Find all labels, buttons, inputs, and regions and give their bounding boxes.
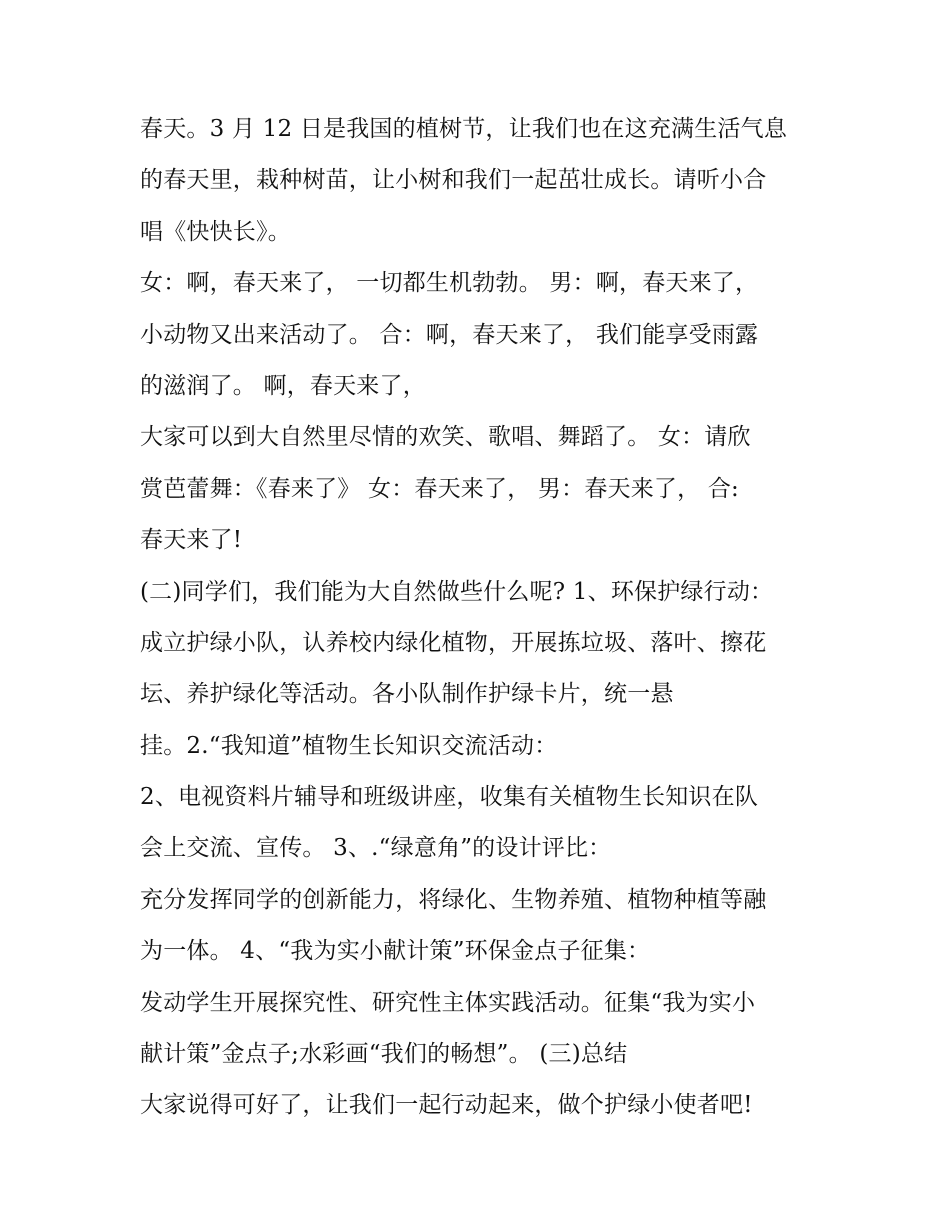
text-line-18: 发动学生开展探究性、研究性主体实践活动。征集“我为实小 <box>140 989 756 1016</box>
text-line-3: 唱《快快长》。 <box>140 218 291 245</box>
text-line-19: 献计策”金点子;水彩画“我们的畅想”。 (三)总结 <box>140 1041 628 1068</box>
text-line-9: 春天来了! <box>140 527 243 554</box>
text-line-15: 会上交流、宣传。 3、.“绿意角”的设计评比： <box>140 835 612 862</box>
text-line-12: 坛、养护绿化等活动。各小队制作护绿卡片，统一悬 <box>140 681 674 708</box>
text-line-4: 女：啊，春天来了， 一切都生机勃勃。 男：啊，春天来了， <box>140 270 759 297</box>
text-line-2: 的春天里，栽种树苗，让小树和我们一起茁壮成长。请听小合 <box>140 167 767 194</box>
text-line-7: 大家可以到大自然里尽情的欢笑、歌唱、舞蹈了。 女：请欣 <box>140 424 751 451</box>
text-line-1: 春天。3 月 12 日是我国的植树节，让我们也在这充满生活气息 <box>140 116 788 142</box>
text-line-16: 充分发挥同学的创新能力，将绿化、生物养殖、植物种植等融 <box>140 886 767 913</box>
text-line-5: 小动物又出来活动了。 合：啊，春天来了， 我们能享受雨露 <box>140 321 759 348</box>
text-line-6: 的滋润了。 啊，春天来了， <box>140 372 426 399</box>
text-line-8: 赏芭蕾舞：《春来了》 女：春天来了， 男：春天来了， 合: <box>140 475 739 502</box>
text-line-11: 成立护绿小队，认养校内绿化植物，开展拣垃圾、落叶、擦花 <box>140 629 767 656</box>
text-line-10: (二)同学们，我们能为大自然做些什么呢? 1、环保护绿行动： <box>140 578 774 605</box>
text-line-17: 为一体。 4、“我为实小献计策”环保金点子征集： <box>140 938 651 965</box>
text-line-13: 挂。2.“我知道”植物生长知识交流活动： <box>140 732 558 759</box>
text-line-14: 2、电视资料片辅导和班级讲座，收集有关植物生长知识在队 <box>140 784 759 811</box>
document-body <box>140 104 830 1132</box>
text-line-20: 大家说得可好了，让我们一起行动起来，做个护绿小使者吧! <box>140 1092 753 1119</box>
